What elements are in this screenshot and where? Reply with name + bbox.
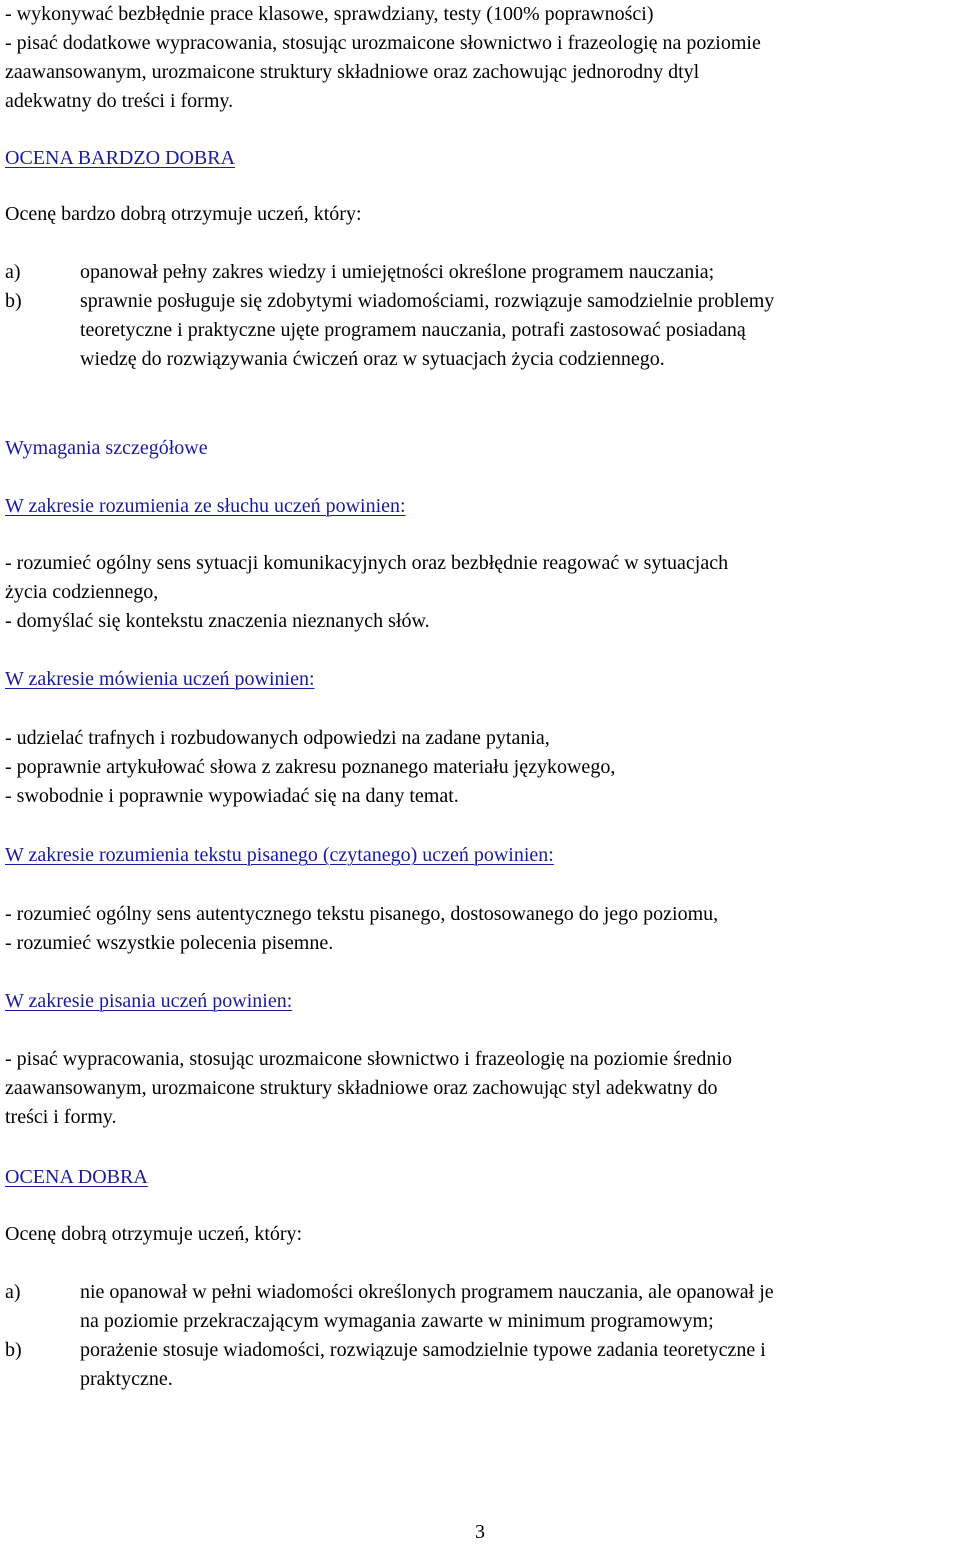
sluchanie-heading: W zakresie rozumienia ze słuchu uczeń powinien: xyxy=(5,495,406,517)
list-item: treści i formy. xyxy=(5,1106,117,1128)
mowienie-heading: W zakresie mówienia uczeń powinien: xyxy=(5,668,315,690)
intro-line: zaawansowanym, urozmaicone struktury składniowe oraz zachowując jednorodny dtyl xyxy=(5,61,700,83)
list-item: - pisać wypracowania, stosując urozmaicone słownictwo i frazeologię na poziomie średnio xyxy=(5,1048,732,1070)
item-text-line: nie opanował w pełni wiadomości określonych programem nauczania, ale opanował je xyxy=(80,1281,774,1303)
item-label: b) xyxy=(5,290,22,312)
czytanie-list xyxy=(5,900,718,958)
item-label: b) xyxy=(5,1339,22,1361)
list-item: - rozumieć ogólny sens autentycznego tekstu pisanego, dostosowanego do jego poziomu, xyxy=(5,903,719,925)
item-text-line: teoretyczne i praktyczne ujęte programem nauczania, potrafi zastosować posiadaną xyxy=(80,319,746,341)
list-item: życia codziennego, xyxy=(5,581,159,603)
item-text-line: wiedzę do rozwiązywania ćwiczeń oraz w sytuacjach życia codziennego. xyxy=(80,348,665,370)
item-text-line: praktyczne. xyxy=(80,1368,173,1390)
list-item: - rozumieć wszystkie polecenia pisemne. xyxy=(5,932,334,954)
item-text-line: porażenie stosuje wiadomości, rozwiązuje samodzielnie typowe zadania teoretyczne i xyxy=(80,1339,766,1361)
intro-requirements xyxy=(5,0,761,116)
ocena-bardzo-dobra-intro: Ocenę bardzo dobrą otrzymuje uczeń, który: xyxy=(5,203,362,225)
list-item: - rozumieć ogólny sens sytuacji komunikacyjnych oraz bezbłędnie reagować w sytuacjach xyxy=(5,552,729,574)
sluchanie-list xyxy=(5,549,728,636)
intro-line: - wykonywać bezbłędnie prace klasowe, sprawdziany, testy (100% poprawności) xyxy=(5,3,654,25)
pisanie-heading: W zakresie pisania uczeń powinien: xyxy=(5,990,293,1012)
mowienie-list xyxy=(5,724,615,811)
list-item: - domyślać się kontekstu znaczenia nieznanych słów. xyxy=(5,610,430,632)
item-label: a) xyxy=(5,261,21,283)
list-item: zaawansowanym, urozmaicone struktury składniowe oraz zachowując styl adekwatny do xyxy=(5,1077,718,1099)
list-item: - udzielać trafnych i rozbudowanych odpowiedzi na zadane pytania, xyxy=(5,727,550,749)
ocena-bardzo-dobra-item-b xyxy=(5,287,960,374)
list-item: - swobodnie i poprawnie wypowiadać się na dany temat. xyxy=(5,785,459,807)
item-text-line: sprawnie posługuje się zdobytymi wiadomościami, rozwiązuje samodzielnie problemy xyxy=(80,290,775,312)
ocena-bardzo-dobra-heading: OCENA BARDZO DOBRA xyxy=(5,147,236,169)
item-text-line: na poziomie przekraczającym wymagania zawarte w minimum programowym; xyxy=(80,1310,714,1332)
item-label: a) xyxy=(5,1281,21,1303)
page-number: 3 xyxy=(475,1521,485,1543)
list-item: - poprawnie artykułować słowa z zakresu poznanego materiału językowego, xyxy=(5,756,616,778)
ocena-bardzo-dobra-item-a xyxy=(5,258,960,287)
ocena-dobra-intro: Ocenę dobrą otrzymuje uczeń, który: xyxy=(5,1223,303,1245)
ocena-dobra-heading: OCENA DOBRA xyxy=(5,1166,148,1188)
czytanie-heading: W zakresie rozumienia tekstu pisanego (czytanego) uczeń powinien: xyxy=(5,844,554,866)
pisanie-list xyxy=(5,1045,732,1132)
ocena-dobra-item-a xyxy=(5,1278,960,1336)
item-text-line: opanował pełny zakres wiedzy i umiejętności określone programem nauczania; xyxy=(80,261,715,283)
wymagania-heading: Wymagania szczegółowe xyxy=(5,437,208,459)
ocena-dobra-item-b xyxy=(5,1336,960,1394)
intro-line: adekwatny do treści i formy. xyxy=(5,90,234,112)
intro-line: - pisać dodatkowe wypracowania, stosując urozmaicone słownictwo i frazeologię na poziomie xyxy=(5,32,761,54)
